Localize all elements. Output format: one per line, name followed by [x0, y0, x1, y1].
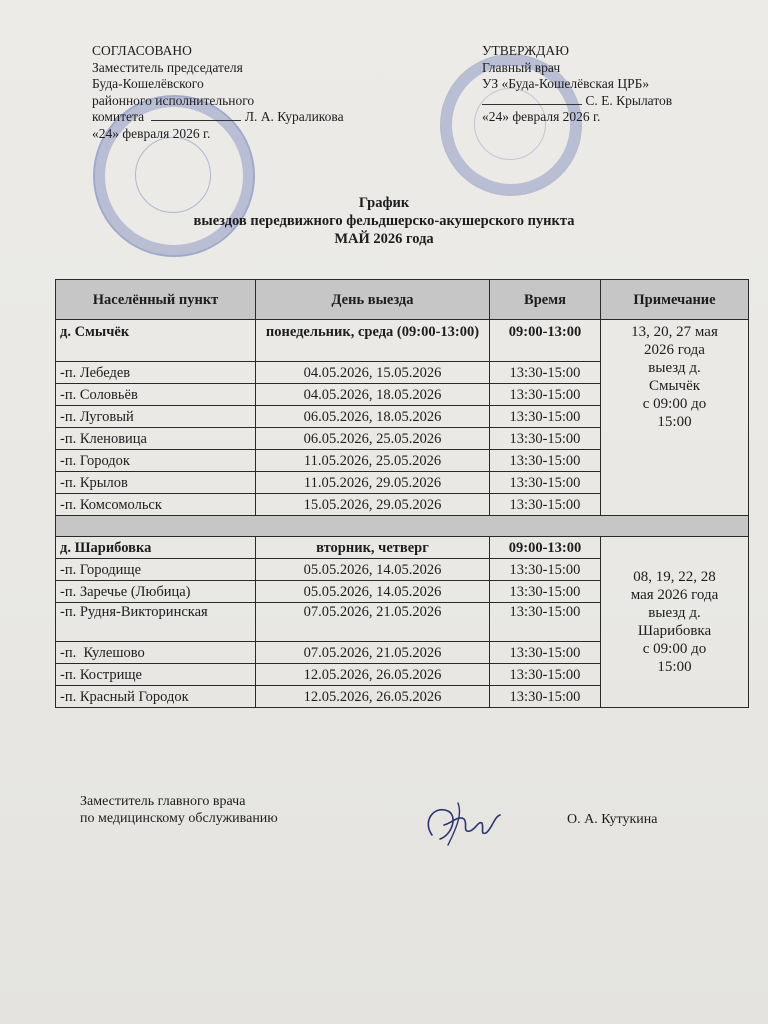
time-cell: 13:30-15:00: [490, 472, 601, 494]
column-header-note: Примечание: [601, 280, 749, 320]
approval-line: комитета Л. А. Кураликова: [92, 109, 344, 124]
approval-date: «24» февраля 2026 г.: [92, 125, 211, 141]
approval-heading: СОГЛАСОВАНО: [92, 43, 192, 58]
footer-signer-name: О. А. Кутукина: [567, 812, 658, 827]
approval-line: УЗ «Буда-Кошелёвская ЦРБ»: [482, 76, 650, 91]
dates-cell: 05.05.2026, 14.05.2026: [256, 559, 490, 581]
column-header-day: День выезда: [256, 280, 490, 320]
approval-line: Заместитель председателя: [92, 59, 243, 75]
time-cell: 13:30-15:00: [490, 664, 601, 686]
note-cell: 08, 19, 22, 28 мая 2026 года выезд д. Шарибовка с 09:00 до 15:00: [601, 537, 749, 708]
dates-cell: 15.05.2026, 29.05.2026: [256, 494, 490, 516]
time-cell: 13:30-15:00: [490, 603, 601, 642]
column-header-time: Время: [490, 280, 601, 320]
column-header-settlement: Населённый пункт: [56, 280, 256, 320]
approval-date: «24» февраля 2026 г.: [482, 109, 601, 124]
approval-block-approved: [482, 43, 672, 126]
note-cell: 13, 20, 27 мая 2026 года выезд д. Смычёк с 09:00 до 15:00: [601, 320, 749, 516]
table-row-group-head: [56, 537, 749, 559]
time-cell: 13:30-15:00: [490, 642, 601, 664]
table-row-group-head: [56, 320, 749, 362]
place-cell: -п. Соловьёв: [56, 384, 256, 406]
dates-cell: 05.05.2026, 14.05.2026: [256, 581, 490, 603]
footer-position-line-1: Заместитель главного врача: [80, 794, 246, 809]
approval-line: [482, 93, 672, 110]
title-line-1: График: [358, 195, 410, 211]
time-cell: 09:00-13:00: [490, 537, 601, 559]
time-cell: 13:30-15:00: [490, 450, 601, 472]
approval-heading: УТВЕРЖДАЮ: [482, 43, 570, 58]
dates-cell: 12.05.2026, 26.05.2026: [256, 686, 490, 708]
place-cell: -п. Луговый: [56, 406, 256, 428]
place-cell: -п. Комсомольск: [56, 494, 256, 516]
place-cell: -п. Кленовица: [56, 428, 256, 450]
time-cell: 13:30-15:00: [490, 686, 601, 708]
dates-cell: 07.05.2026, 21.05.2026: [256, 603, 490, 642]
place-cell: -п. Крылов: [56, 472, 256, 494]
village-cell: д. Шарибовка: [56, 537, 256, 559]
time-cell: 13:30-15:00: [490, 494, 601, 516]
schedule-table: [55, 279, 749, 708]
footer-position: [80, 793, 278, 827]
dates-cell: 04.05.2026, 15.05.2026: [256, 362, 490, 384]
time-cell: 13:30-15:00: [490, 384, 601, 406]
place-cell: -п. Красный Городок: [56, 686, 256, 708]
approval-line: Буда-Кошелёвского: [92, 76, 204, 91]
dates-cell: 11.05.2026, 29.05.2026: [256, 472, 490, 494]
time-cell: 13:30-15:00: [490, 559, 601, 581]
dates-cell: 07.05.2026, 21.05.2026: [256, 642, 490, 664]
time-cell: 13:30-15:00: [490, 581, 601, 603]
dates-cell: 12.05.2026, 26.05.2026: [256, 664, 490, 686]
dates-cell: 04.05.2026, 18.05.2026: [256, 384, 490, 406]
day-cell: вторник, четверг: [256, 537, 490, 559]
dates-cell: 11.05.2026, 25.05.2026: [256, 450, 490, 472]
handwritten-signature: [418, 795, 514, 855]
time-cell: 13:30-15:00: [490, 428, 601, 450]
place-cell: -п. Лебедев: [56, 362, 256, 384]
place-cell: -п. Рудня-Викторинская: [56, 603, 256, 642]
title-line-2: выездов передвижного фельдшерско-акушерского пункта: [193, 213, 575, 229]
place-cell: -п. Кострище: [56, 664, 256, 686]
approval-line: Главный врач: [482, 59, 561, 75]
approval-signer: Л. А. Кураликова: [244, 109, 344, 124]
dates-cell: 06.05.2026, 25.05.2026: [256, 428, 490, 450]
time-cell: 09:00-13:00: [490, 320, 601, 362]
place-cell: -п. Городок: [56, 450, 256, 472]
table-header-row: [56, 280, 749, 320]
document-title: [0, 194, 768, 248]
place-cell: -п. Заречье (Любица): [56, 581, 256, 603]
time-cell: 13:30-15:00: [490, 406, 601, 428]
table-separator-row: [56, 516, 749, 537]
title-line-3: МАЙ 2026 года: [334, 231, 434, 247]
approval-block-agreed: [92, 43, 344, 142]
time-cell: 13:30-15:00: [490, 362, 601, 384]
approval-line: районного исполнительного: [92, 92, 255, 108]
footer-position-line-2: по медицинскому обслуживанию: [80, 811, 278, 826]
approval-signer: С. Е. Крылатов: [585, 92, 673, 108]
place-cell: -п. Городище: [56, 559, 256, 581]
dates-cell: 06.05.2026, 18.05.2026: [256, 406, 490, 428]
day-cell: понедельник, среда (09:00-13:00): [256, 320, 490, 362]
place-cell: -п. Кулешово: [56, 642, 256, 664]
village-cell: д. Смычёк: [56, 320, 256, 362]
